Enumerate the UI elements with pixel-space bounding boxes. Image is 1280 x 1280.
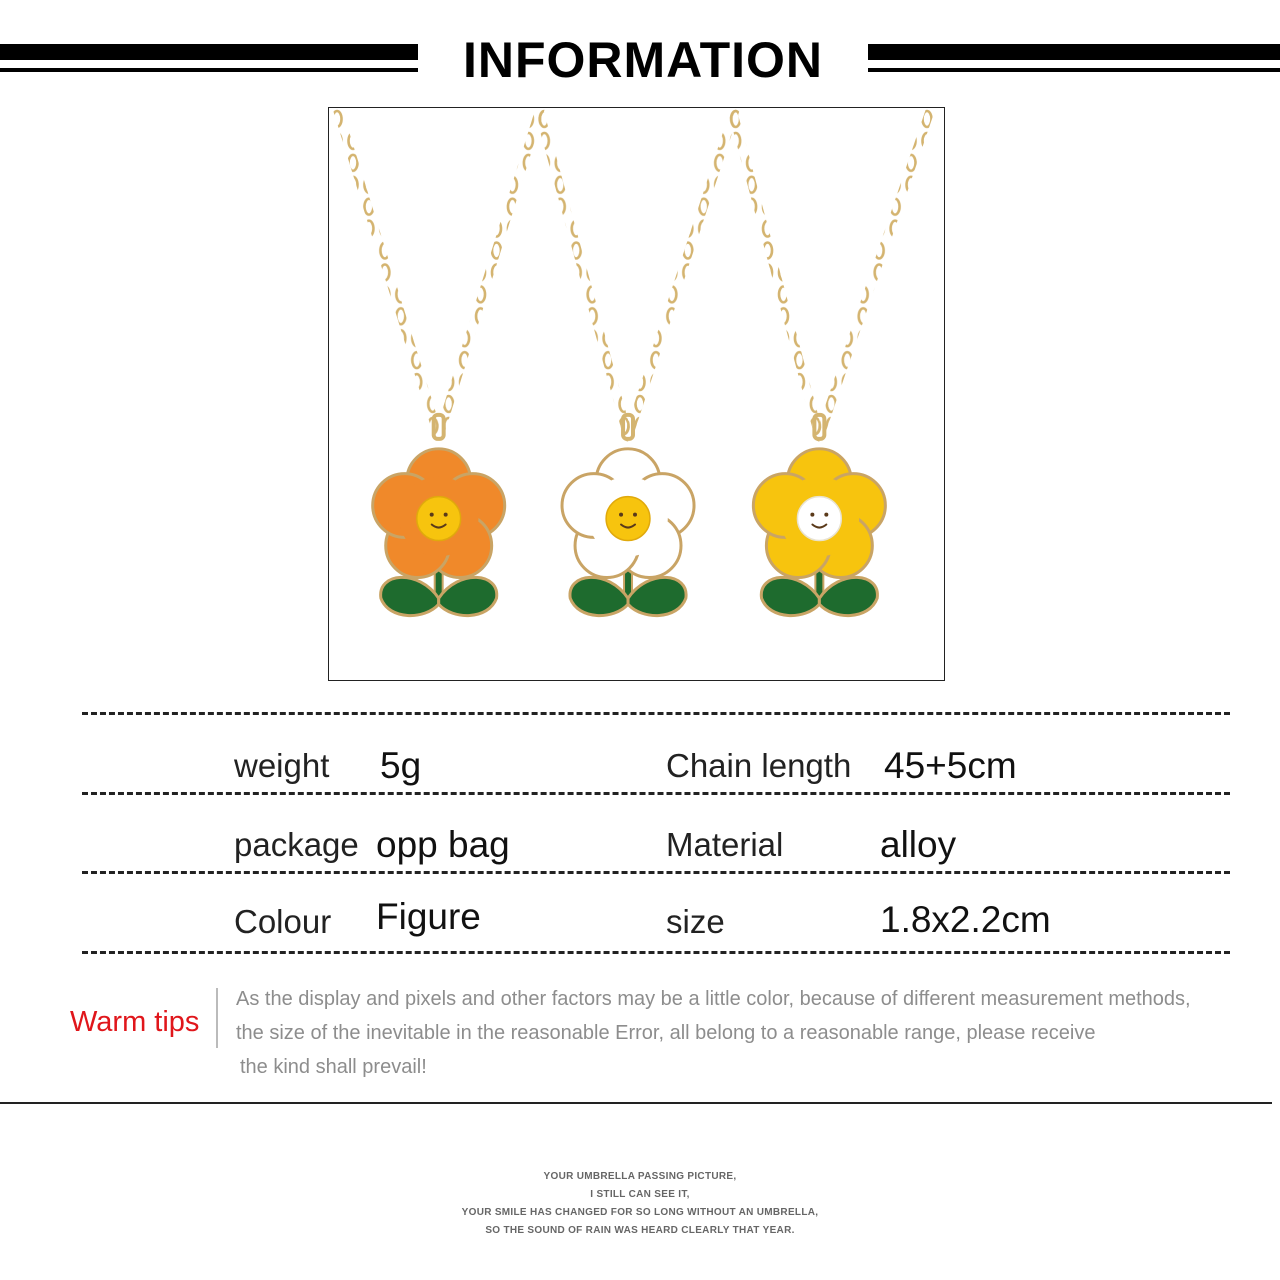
header-bar-left-thin <box>0 68 418 72</box>
bottom-rule <box>0 1102 1272 1104</box>
spec-divider <box>82 792 1230 795</box>
warm-tips-line: the kind shall prevail! <box>240 1056 427 1078</box>
flower-leaf <box>570 577 628 615</box>
chains <box>337 108 931 437</box>
header-bar-left-thick <box>0 44 418 60</box>
flower-leaf <box>761 577 819 615</box>
spec-size-label: size <box>666 903 725 940</box>
spec-colour-label: Colour <box>234 903 332 940</box>
warm-tips-label: Warm tips <box>70 1006 200 1038</box>
spec-chain-length-label: Chain length <box>666 747 852 784</box>
spec-weight-label: weight <box>234 747 330 784</box>
eye <box>619 513 623 517</box>
eye <box>824 513 828 517</box>
spec-material-value: alloy <box>880 824 957 865</box>
spec-size-value: 1.8x2.2cm <box>880 899 1051 940</box>
eye <box>430 513 434 517</box>
footer-line: I STILL CAN SEE IT, <box>590 1189 690 1200</box>
spec-chain-length-value: 45+5cm <box>884 745 1017 786</box>
page-title: INFORMATION <box>462 32 824 88</box>
footer-line: YOUR UMBRELLA PASSING PICTURE, <box>543 1171 737 1182</box>
warm-tips-line: the size of the inevitable in the reasonable Error, all belong to a reasonable range, please receive <box>236 1022 1096 1044</box>
flower-leaf <box>439 577 497 615</box>
spec-divider <box>82 712 1230 715</box>
footer-line: SO THE SOUND OF RAIN WAS HEARD CLEARLY THAT YEAR. <box>485 1225 795 1236</box>
spec-package-value: opp bag <box>376 824 510 865</box>
spec-divider <box>82 951 1230 954</box>
eye <box>444 513 448 517</box>
chain-3-right <box>819 108 931 437</box>
chain-2-right <box>628 108 736 437</box>
chain-3-left <box>732 108 820 437</box>
flower-pendant <box>562 415 694 616</box>
smiley-face <box>797 497 841 541</box>
chain-1-right <box>439 108 541 437</box>
flower-leaf <box>819 577 877 615</box>
eye <box>633 513 637 517</box>
spec-weight-value: 5g <box>380 745 422 786</box>
flower-leaf <box>381 577 439 615</box>
necklaces-illustration <box>329 108 944 680</box>
header-bar-right-thick <box>868 44 1280 60</box>
footer-line: YOUR SMILE HAS CHANGED FOR SO LONG WITHOUT AN UMBRELLA, <box>461 1207 819 1218</box>
flower-pendant <box>373 415 505 616</box>
product-image <box>328 107 945 681</box>
chain-2-left <box>538 108 628 437</box>
warm-tips-separator <box>216 988 218 1048</box>
warm-tips-line: As the display and pixels and other factors may be a little color, because of different measurement methods, <box>236 988 1191 1010</box>
flower-leaf <box>628 577 686 615</box>
spec-colour-value: Figure <box>376 896 481 937</box>
spec-divider <box>82 871 1230 874</box>
smiley-face <box>606 497 650 541</box>
spec-material-label: Material <box>666 826 784 863</box>
flower-pendant <box>753 415 885 616</box>
spec-package-label: package <box>234 826 359 863</box>
header-bar-right-thin <box>868 68 1280 72</box>
eye <box>810 513 814 517</box>
smiley-face <box>417 497 461 541</box>
chain-1-left <box>337 108 439 437</box>
